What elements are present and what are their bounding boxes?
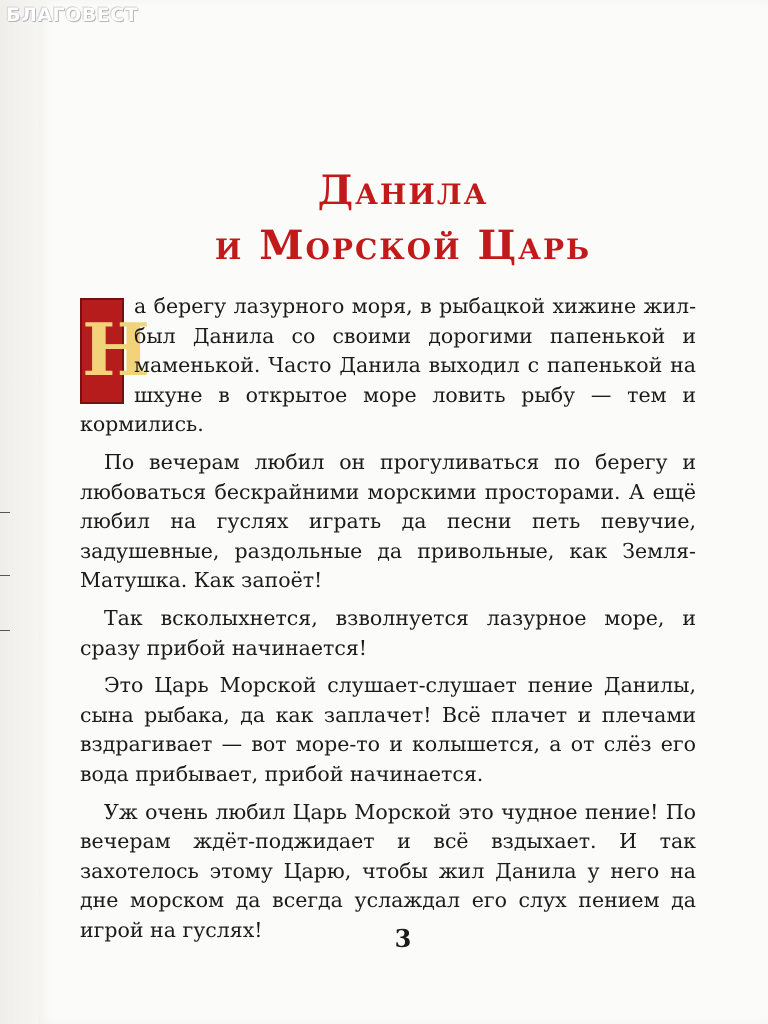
paragraph-5: Уж очень любил Царь Морской это чудное пение! По вечерам ждёт-поджидает и всё вздыхает. И так захотелось этому Царю, чтобы жил Данила у него на дне морском да всегда услаждал его слух пением да игрой на гуслях!	[80, 799, 696, 942]
paragraph-4: Это Царь Морской слушает-слушает пение Данилы, сына рыбака, да как заплачет! Всё плачет и плечами вздрагивает — вот море-то и колышется, а от слёз его вода прибывает, прибой начинается.	[80, 673, 696, 786]
story-title-line-1: Данила	[317, 167, 489, 214]
margin-tick	[0, 512, 10, 513]
story-title-line-2: и Морской Царь	[214, 222, 592, 269]
dropcap-letter: Н	[80, 298, 124, 404]
watermark-logo: БЛАГОВЕСТ	[6, 4, 139, 26]
paragraph-2: По вечерам любил он прогуливаться по берегу и любоваться бескрайними морскими просторами. А ещё любил на гуслях играть да песни петь певучие, задушевные, раздольные да привольные, как Земля-Матушка. Как запоёт!	[80, 449, 696, 593]
paragraph-1	[80, 292, 696, 440]
paragraph-1-text: а берегу лазурного моря, в рыбацкой хижине жил-был Данила со своими дорогими папенькой и маменькой. Часто Данила выходил с папенькой на шхуне в открытое море ловить рыбу — тем и кормились.	[80, 294, 696, 437]
page-number: 3	[394, 924, 412, 953]
paragraph-3: Так всколыхнется, взволнуется лазурное море, и сразу прибой начинается!	[80, 605, 696, 660]
margin-tick	[0, 575, 10, 576]
story-title	[38, 163, 768, 273]
margin-tick	[0, 630, 10, 631]
left-page-edge	[0, 0, 38, 1024]
story-text	[80, 292, 696, 953]
